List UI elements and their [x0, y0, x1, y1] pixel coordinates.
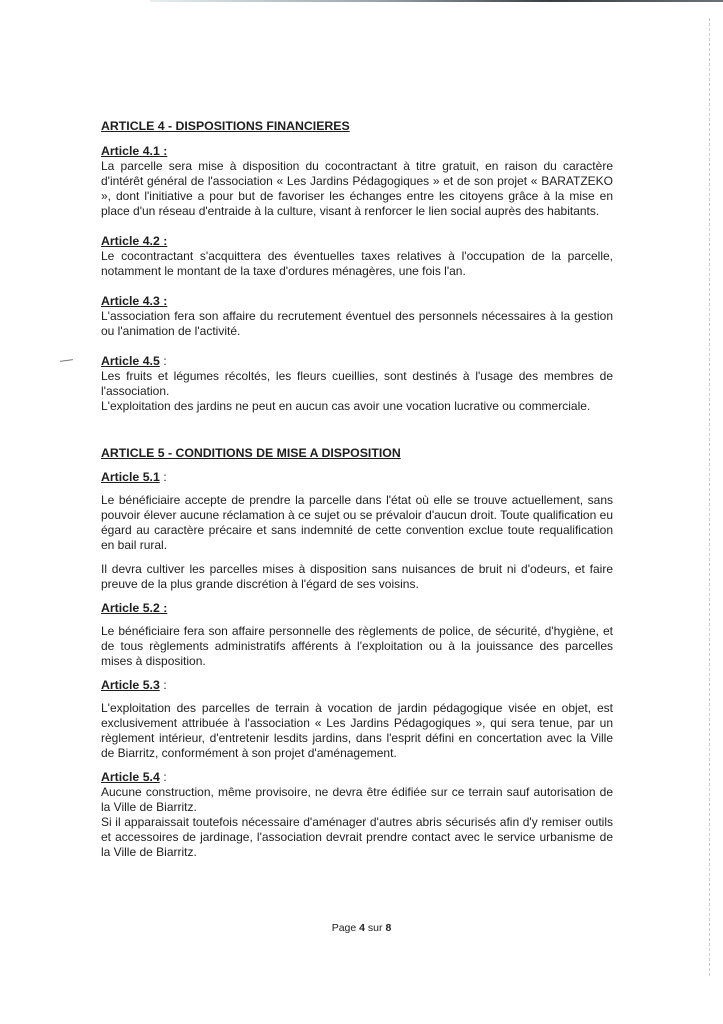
article-4-5-text-1: Les fruits et légumes récoltés, les fleurs cueillies, sont destinés à l'usage des membres de l'association. — [101, 369, 613, 398]
article-4-1 — [101, 144, 613, 219]
scan-edge-right — [709, 18, 710, 978]
article-5-4-label: Article 5.4 — [101, 770, 160, 784]
article-4-5-colon: : — [159, 354, 167, 368]
article-4-5-label: Article 4.5 — [101, 354, 160, 368]
article-5-3 — [101, 678, 613, 761]
article-5-title: ARTICLE 5 - CONDITIONS DE MISE A DISPOSITION — [101, 446, 401, 460]
article-5-3-label: Article 5.3 — [101, 678, 160, 692]
article-4-3-label: Article 4.3 : — [101, 294, 168, 308]
article-5-4-colon: : — [159, 770, 167, 784]
article-4 — [101, 119, 613, 414]
article-5-1-text-2: Il devra cultiver les parcelles mises à disposition sans nuisances de bruit ni d'odeurs, et faire preuve de la plus grande discrétion à l'égard de ses voisins. — [101, 562, 613, 591]
article-4-title: ARTICLE 4 - DISPOSITIONS FINANCIERES — [101, 119, 350, 133]
sur-word: sur — [365, 922, 386, 934]
article-4-3 — [101, 294, 613, 339]
article-4-5 — [101, 354, 613, 414]
article-4-2-label: Article 4.2 : — [101, 234, 168, 248]
margin-pen-mark — [60, 359, 73, 362]
article-4-2-text: Le cocontractant s'acquittera des éventuelles taxes relatives à l'occupation de la parcelle, notamment le montant de la taxe d'ordures ménagères, une fois l'an. — [101, 249, 613, 278]
scan-edge-top — [150, 0, 723, 2]
article-5-1-colon: : — [159, 470, 167, 484]
article-5-2-label: Article 5.2 : — [101, 601, 168, 615]
article-4-1-label: Article 4.1 : — [101, 144, 168, 158]
article-5-2 — [101, 601, 613, 669]
article-5-1 — [101, 470, 613, 592]
document-body — [101, 119, 613, 860]
article-5-3-colon: : — [159, 678, 167, 692]
page-current: 4 — [359, 922, 366, 934]
article-5-1-label: Article 5.1 — [101, 470, 160, 484]
article-5-4-text-1: Aucune construction, même provisoire, ne devra être édifiée sur ce terrain sauf autorisation de la Ville de Biarritz. — [101, 785, 613, 814]
article-5-2-text: Le bénéficiaire fera son affaire personnelle des règlements de police, de sécurité, d'hygiène, et de tous règlements administratifs afférents à l'exploitation ou à la jouissance des parcelles mises à disposition. — [101, 624, 613, 668]
article-4-3-text: L'association fera son affaire du recrutement éventuel des personnels nécessaires à la gestion ou l'animation de l'activité. — [101, 309, 613, 338]
article-5-4-text-2: Si il apparaissait toutefois nécessaire d'aménager d'autres abris sécurisés afin d'y remiser outils et accessoires de jardinage, l'association devrait prendre contact avec le service urbanisme de la Ville de Biarritz. — [101, 815, 613, 859]
article-5-4 — [101, 770, 613, 860]
page-total: 8 — [385, 922, 392, 934]
article-5 — [101, 446, 613, 860]
page-word: Page — [331, 922, 360, 934]
page-footer — [0, 922, 723, 934]
article-5-1-text-1: Le bénéficiaire accepte de prendre la parcelle dans l'état où elle se trouve actuellement, sans pouvoir élever aucune réclamation à ce sujet ou se prévaloir d'aucun droit. Toute qualification eu égard au caractère précaire et sans indemnité de cette convention exclue toute requalification en bail rural. — [101, 493, 613, 552]
article-4-2 — [101, 234, 613, 279]
article-5-3-text: L'exploitation des parcelles de terrain à vocation de jardin pédagogique visée en objet, est exclusivement attribuée à l'association « Les Jardins Pédagogiques », qui sera tenue, par un règlement intérieur, d'entretenir lesdits jardins, dans l'esprit défini en concertation avec la Ville de Biarritz, conformément à son projet d'aménagement. — [101, 701, 613, 760]
article-4-1-text: La parcelle sera mise à disposition du cocontractant à titre gratuit, en raison du caractère d'intérêt général de l'association « Les Jardins Pédagogiques » et de son projet « BARATZEKO », dont l'initiative a pour but de favoriser les échanges entre les citoyens grâce à la mise en place d'un réseau d'entraide à la culture, visant à renforcer le lien social auprès des habitants. — [101, 159, 613, 218]
article-4-5-text-2: L'exploitation des jardins ne peut en aucun cas avoir une vocation lucrative ou commerciale. — [101, 399, 591, 413]
